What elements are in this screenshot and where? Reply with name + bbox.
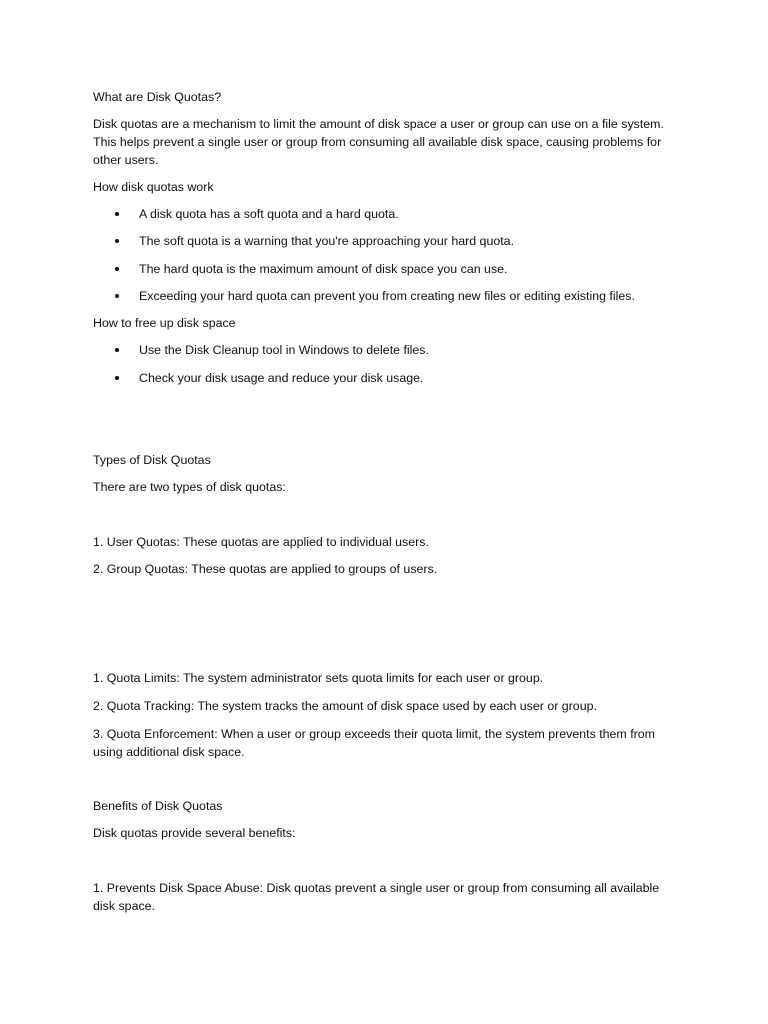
list-item: 1. User Quotas: These quotas are applied to individual users. [93, 535, 429, 549]
section-heading-what-are-disk-quotas: What are Disk Quotas? [93, 90, 222, 104]
list-item: 2. Quota Tracking: The system tracks the amount of disk space used by each user or group. [93, 699, 597, 713]
subheading-how-disk-quotas-work: How disk quotas work [93, 180, 214, 194]
intro-paragraph: Disk quotas are a mechanism to limit the amount of disk space a user or group can use on a file system. This helps prevent a single user or group from consuming all available disk space, causing problems for other users. [93, 117, 664, 167]
list-item: 1. Quota Limits: The system administrator sets quota limits for each user or group. [93, 671, 544, 685]
section-heading-benefits-of-disk-quotas: Benefits of Disk Quotas [93, 799, 223, 813]
list-item: 1. Prevents Disk Space Abuse: Disk quotas prevent a single user or group from consuming all available disk space. [93, 881, 660, 913]
section-heading-types-of-disk-quotas: Types of Disk Quotas [93, 453, 211, 467]
subheading-how-to-free-up-disk-space: How to free up disk space [93, 316, 236, 330]
list-item: 2. Group Quotas: These quotas are applied to groups of users. [93, 562, 438, 576]
types-intro-paragraph: There are two types of disk quotas: [93, 480, 286, 494]
list-item: 3. Quota Enforcement: When a user or group exceeds their quota limit, the system prevents them from using additional disk space. [93, 727, 655, 759]
benefits-intro-paragraph: Disk quotas provide several benefits: [93, 826, 296, 840]
